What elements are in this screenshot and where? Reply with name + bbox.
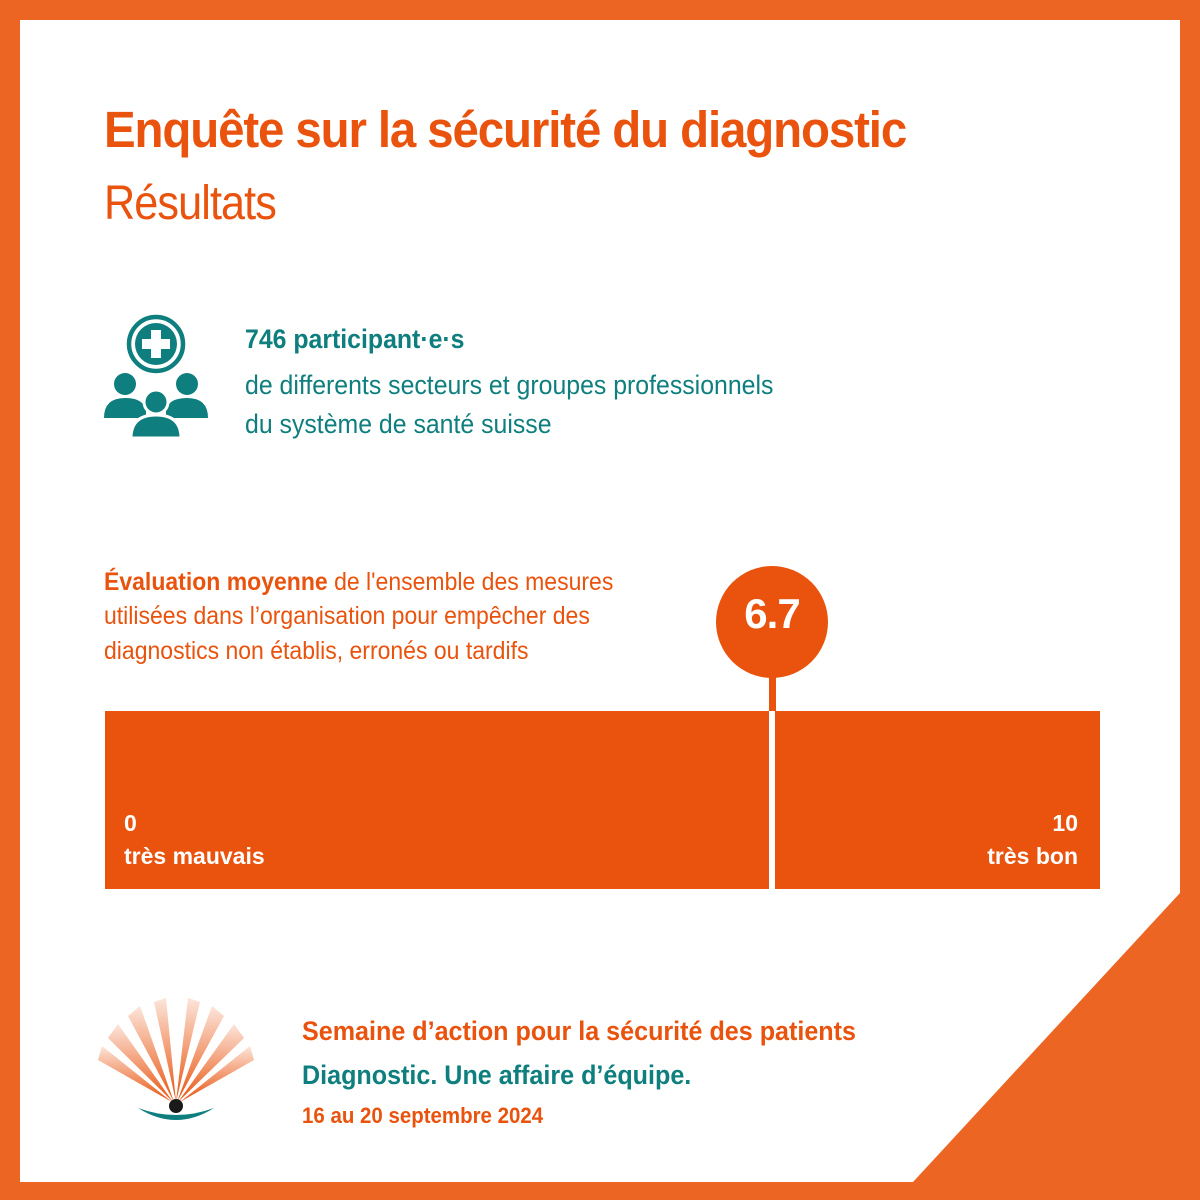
page-title: Enquête sur la sécurité du diagnostic — [104, 101, 907, 158]
footer-campaign-dates: 16 au 20 septembre 2024 — [302, 1103, 544, 1128]
medical-team-icon — [100, 314, 212, 440]
scale-min-value: 0 — [124, 810, 137, 836]
page-subtitle: Résultats — [104, 177, 276, 230]
eye-rays-logo-icon — [96, 990, 256, 1126]
participants-count: 746 participant·e·s — [245, 324, 465, 354]
footer-campaign-slogan: Diagnostic. Une affaire d’équipe. — [302, 1060, 692, 1090]
score-value: 6.7 — [744, 590, 800, 637]
participants-description-line-2: du système de santé suisse — [245, 409, 552, 439]
scale-max-value: 10 — [1052, 810, 1078, 836]
participants-description-line-1: de differents secteurs et groupes professionnels — [245, 370, 774, 400]
evaluation-label-bold: Évaluation moyenne — [104, 568, 328, 596]
evaluation-label-line-1 — [104, 568, 613, 597]
evaluation-label-line-3: diagnostics non établis, erronés ou tardifs — [104, 637, 529, 665]
evaluation-label-text: de l'ensemble des mesures — [327, 568, 614, 596]
footer-campaign-title: Semaine d’action pour la sécurité des patients — [302, 1016, 856, 1046]
evaluation-label-line-2: utilisées dans l’organisation pour empêcher des — [104, 602, 590, 630]
scale-max-label: très bon — [987, 843, 1078, 869]
scale-min-label: très mauvais — [124, 843, 265, 869]
